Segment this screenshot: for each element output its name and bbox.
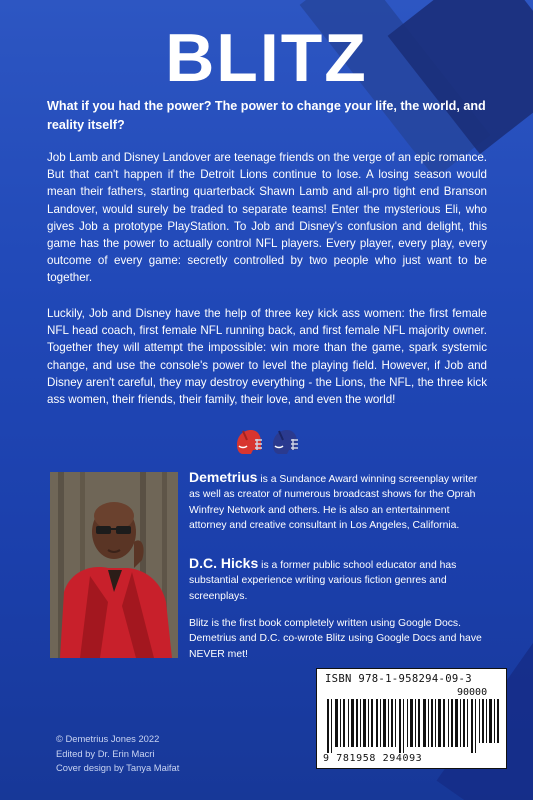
author-bio-text: is a Sundance Award winning screenplay writer as well as creator of numerous broadcast shows for the Oprah Winfrey Network and others. He is also an entertainment attorney and creative consultant in Los Angeles, California.	[189, 474, 478, 532]
author-portrait-image	[50, 472, 178, 658]
book-note: Blitz is the first book completely written using Google Docs. Demetrius and D.C. co-wrote Blitz using Google Docs and have NEVER met!	[189, 618, 482, 660]
barcode-number: 9 781958 294093	[323, 753, 423, 764]
synopsis-paragraph: Job Lamb and Disney Landover are teenage friends on the verge of an epic romance. But that can't happen if the Detroit Lions continue to lose. A losing season would mean their fathers, starting quarterback Shawn Lamb and all-pro tight end Branson Landover, would surely be traded to separate teams! Enter the mysterious Eli, who gives Job a prototype PlayStation. To Job and Disney's confusion and delight, this game has the power to actually control NFL players. Every player, every play, every outcome of every game: secretly controlled by two people who just want to be together.	[47, 151, 487, 285]
price-code: 90000	[457, 687, 488, 698]
credits	[56, 732, 306, 776]
editor-line: Edited by Dr. Erin Macri	[56, 747, 155, 759]
author-photo	[50, 472, 178, 658]
book-title: BLITZ	[165, 20, 368, 96]
copyright-line: © Demetrius Jones 2022	[56, 733, 160, 744]
author-bio-text: is a former public school educator and has substantial experience writing various fiction genres and screenplays.	[189, 560, 457, 602]
isbn-label: ISBN 978-1-958294-09-3	[325, 673, 472, 685]
football-helmet-icon	[269, 428, 299, 456]
author-bio-dc-hicks	[189, 556, 489, 604]
author-name: Demetrius	[189, 469, 258, 485]
tagline: What if you had the power? The power to change your life, the world, and reality itself?	[47, 99, 486, 132]
helmets-ornament	[233, 428, 301, 458]
football-helmet-icon	[233, 428, 263, 456]
barcode-icon	[327, 699, 499, 753]
isbn-barcode	[316, 668, 507, 769]
designer-line: Cover design by Tanya Maifat	[56, 762, 180, 774]
author-bio-demetrius	[189, 470, 489, 534]
author-name: D.C. Hicks	[189, 555, 259, 571]
synopsis-paragraph: Luckily, Job and Disney have the help of three key kick ass women: the first female NFL head coach, first female NFL running back, and first female NFL majority owner. Together they will attempt the impossible: win more than the game, spark systemic change, and use the console's power to level the playing field. However, if Job and Disney aren't careful, they may destroy everything - the Lions, the NFL, the three kick ass women, their friends, their family, their love, and even the world!	[47, 307, 487, 407]
